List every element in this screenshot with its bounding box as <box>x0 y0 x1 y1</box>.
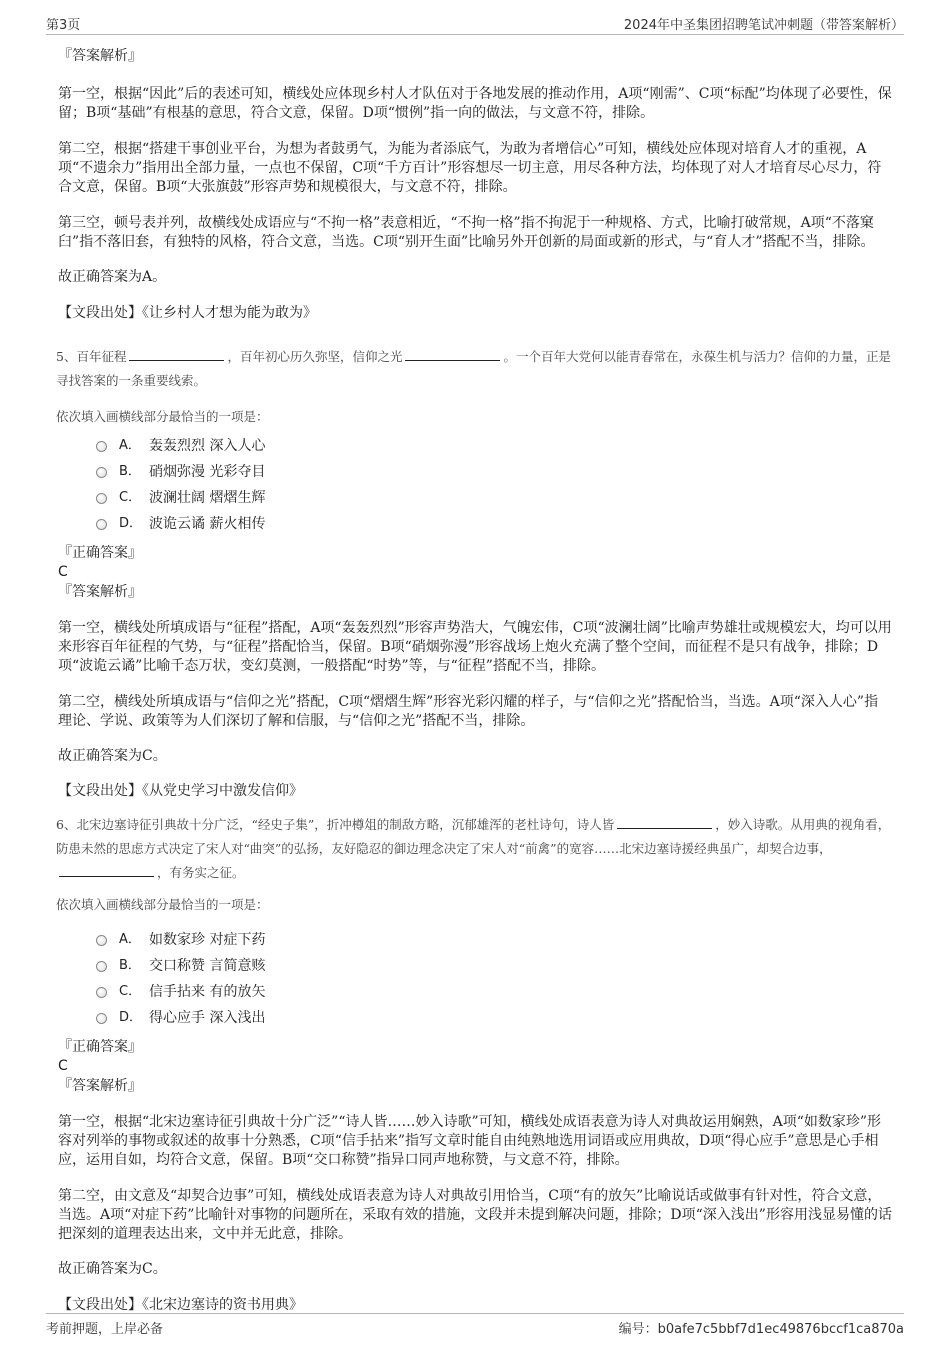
q4-analysis-para-2: 第二空，根据“搭建干事创业平台，为想为者鼓勇气，为能为者添底气，为敢为者增信心”可知，横线处应体现对培育人才的重视，A项“不遗余力”指用出全部力量，一点也不保留，C项“千方百计”形容想尽一切主意，用尽各种方法，均体现了对人才培育尽心尽力，符合文意，保留。B项“大张旗鼓”形容声势和规模很大，与文意不符，排除。 <box>58 141 882 195</box>
q5-stem-part-3: 。一个百年大党何以能青春常在，永葆生机与活力？信仰的力量，正是寻找答案的一条重要线索。 <box>56 349 891 388</box>
q5-blank-1 <box>129 347 224 361</box>
page-footer <box>46 1313 904 1336</box>
q5-stem-part-1: 5、百年征程 <box>56 349 127 364</box>
radio-icon[interactable] <box>96 987 107 998</box>
q5-analysis-para-2: 第二空，横线处所填成语与“信仰之光”搭配，C项“熠熠生辉”形容光彩闪耀的样子，与“信仰之光”搭配恰当，当选。A项“深入人心”指理论、学说、政策等为人们深切了解和信服，与“信仰之光”搭配不当，排除。 <box>58 694 879 729</box>
option-text: 波诡云谲 薪火相传 <box>149 516 266 532</box>
radio-icon[interactable] <box>96 1013 107 1024</box>
q6-stem-part-1: 6、北宋边塞诗征引典故十分广泛，“经史子集”，折冲樽俎的制敌方略，沉郁雄浑的老杜诗句，诗人皆 <box>56 817 615 832</box>
option-text: 信手拈来 有的放矢 <box>149 984 266 1000</box>
q5-correct-label: 『正确答案』 <box>58 545 142 561</box>
option-text: 波澜壮阔 熠熠生辉 <box>149 490 266 506</box>
q5-stem-part-2: ，百年初心历久弥坚，信仰之光 <box>227 349 403 364</box>
option-letter: C． <box>119 490 142 505</box>
q5-options <box>58 433 892 537</box>
q6-option-d[interactable] <box>58 1005 892 1031</box>
q5-option-d[interactable] <box>58 511 892 537</box>
option-text: 交口称赞 言简意赅 <box>149 958 266 974</box>
q4-conclusion: 故正确答案为A。 <box>58 269 167 285</box>
radio-icon[interactable] <box>96 935 107 946</box>
q5-option-c[interactable] <box>58 485 892 511</box>
option-text: 轰轰烈烈 深入人心 <box>149 438 266 454</box>
q5-blank-2 <box>405 347 500 361</box>
option-letter: D． <box>119 516 143 531</box>
radio-icon[interactable] <box>96 493 107 504</box>
radio-icon[interactable] <box>96 961 107 972</box>
q5-analysis-para-1: 第一空，横线处所填成语与“征程”搭配，A项“轰轰烈烈”形容声势浩大，气魄宏伟，C项“波澜壮阔”比喻声势雄壮或规模宏大，均可以用来形容百年征程的气势，与“征程”搭配恰当，保留。B项“硝烟弥漫”形容战场上炮火充满了整个空间，而征程不是只有战争，排除；D项“波诡云谲”比喻千态万状，变幻莫测，一般搭配“时势”等，与“征程”搭配不当，排除。 <box>58 620 892 674</box>
q4-analysis-para-3: 第三空，顿号表并列，故横线处成语应与“不拘一格”表意相近，“不拘一格”指不拘泥于一种规格、方式，比喻打破常规，A项“不落窠臼”指不落旧套，有独特的风格，符合文意，当选。C项“别开生面”比喻另外开创新的局面或新的形式，与“育人才”搭配不当，排除。 <box>58 215 875 250</box>
option-letter: B． <box>119 958 141 973</box>
q5-stem <box>56 345 892 393</box>
option-letter: A． <box>119 438 141 453</box>
document-body <box>58 42 892 1315</box>
q5-source: 【文段出处】《从党史学习中激发信仰》 <box>58 783 303 799</box>
radio-icon[interactable] <box>96 441 107 452</box>
q6-option-c[interactable] <box>58 979 892 1005</box>
document-title: 2024年中圣集团招聘笔试冲刺题（带答案解析） <box>623 18 904 33</box>
option-letter: A． <box>119 932 141 947</box>
option-text: 如数家珍 对症下药 <box>149 932 266 948</box>
q4-analysis-para-1: 第一空，根据“因此”后的表述可知，横线处应体现乡村人才队伍对于各地发展的推动作用，A项“刚需”、C项“标配”均体现了必要性，保留；B项“基础”有根基的意思，符合文意，保留。D项“惯例”指一向的做法，与文意不符，排除。 <box>58 86 892 121</box>
q5-option-b[interactable] <box>58 459 892 485</box>
q6-stem-part-3: ，有务实之征。 <box>157 865 245 880</box>
q4-analysis-label: 『答案解析』 <box>58 48 142 64</box>
q6-correct-label: 『正确答案』 <box>58 1039 142 1055</box>
q6-analysis-para-1: 第一空，根据“北宋边塞诗征引典故十分广泛”“诗人皆……妙入诗歌”可知，横线处成语表意为诗人对典故运用娴熟，A项“如数家珍”形容对列举的事物或叙述的故事十分熟悉，C项“信手拈来”指写文章时能自由纯熟地选用词语或应用典故，D项“得心应手”意思是心手相应，运用自如，均符合文意，保留。B项“交口称赞”指异口同声地称赞，与文意不符，排除。 <box>58 1114 882 1168</box>
option-letter: C． <box>119 984 142 999</box>
option-text: 得心应手 深入浅出 <box>149 1010 266 1026</box>
page-number: 第3页 <box>46 18 81 33</box>
q5-correct-answer: C <box>58 564 68 580</box>
q5-analysis-label: 『答案解析』 <box>58 584 142 600</box>
q4-source: 【文段出处】《让乡村人才想为能为敢为》 <box>58 305 317 321</box>
q6-analysis-label: 『答案解析』 <box>58 1078 142 1094</box>
radio-icon[interactable] <box>96 467 107 478</box>
q6-option-b[interactable] <box>58 953 892 979</box>
page-header <box>46 12 904 35</box>
q6-stem-part-2: ，妙入诗歌。从用典的视角看，防患未然的思虑方式决定了宋人对“曲突”的弘扬，友好隐忍的御边理念决定了宋人对“前禽”的宽容……北宋边塞诗援经典虽广，却契合边事， <box>56 817 891 856</box>
radio-icon[interactable] <box>96 519 107 530</box>
q6-correct-answer: C <box>58 1058 68 1074</box>
option-letter: D． <box>119 1010 143 1025</box>
q6-conclusion: 故正确答案为C。 <box>58 1261 167 1277</box>
q6-instruction: 依次填入画横线部分最恰当的一项是： <box>56 897 269 912</box>
q6-options <box>58 927 892 1031</box>
q5-option-a[interactable] <box>58 433 892 459</box>
q6-blank-1 <box>617 815 712 829</box>
option-text: 硝烟弥漫 光彩夺目 <box>149 464 266 480</box>
document-id: 编号：b0afe7c5bbf7d1ec49876bccf1ca870a <box>618 1322 904 1337</box>
q5-instruction: 依次填入画横线部分最恰当的一项是： <box>56 409 269 424</box>
q6-analysis-para-2: 第二空，由文意及“却契合边事”可知，横线处成语表意为诗人对典故引用恰当，C项“有的放矢”比喻说话或做事有针对性，符合文意，当选。A项“对症下药”比喻针对事物的问题所在，采取有效的措施，文段并未提到解决问题，排除；D项“深入浅出”形容用浅显易懂的话把深刻的道理表达出来，文中并无此意，排除。 <box>58 1188 892 1242</box>
q5-conclusion: 故正确答案为C。 <box>58 748 167 764</box>
footer-slogan: 考前押题，上岸必备 <box>46 1322 164 1337</box>
q6-option-a[interactable] <box>58 927 892 953</box>
option-letter: B． <box>119 464 141 479</box>
q6-stem <box>56 813 892 885</box>
q6-source: 【文段出处】《北宋边塞诗的资书用典》 <box>58 1297 303 1313</box>
q6-blank-2 <box>59 863 154 877</box>
